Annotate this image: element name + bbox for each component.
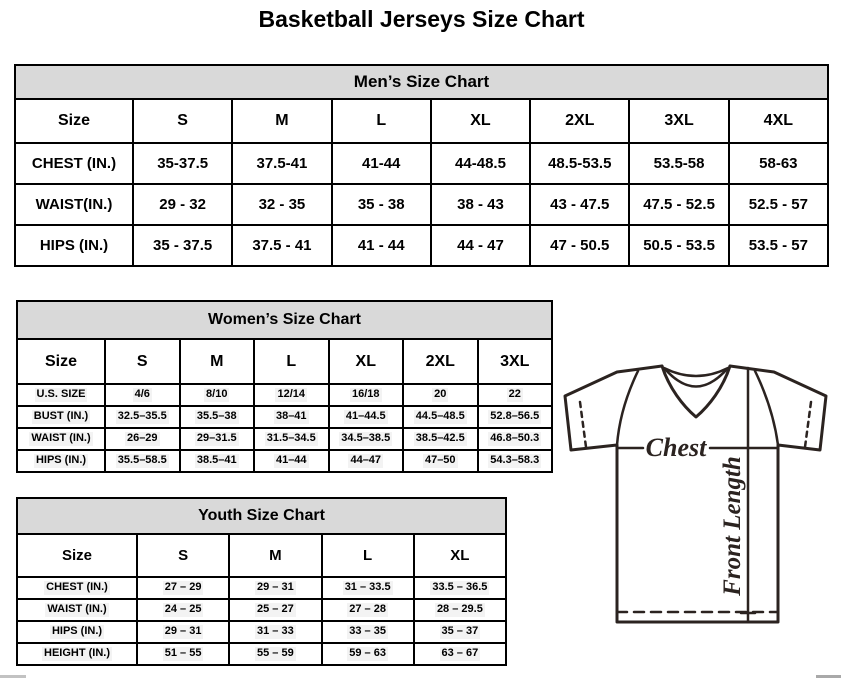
row-label bbox=[17, 406, 105, 428]
table-cell bbox=[180, 384, 255, 406]
youth-chart-header-row bbox=[17, 498, 506, 534]
column-header: S bbox=[105, 339, 180, 384]
row-label: WAIST(IN.) bbox=[15, 184, 133, 225]
table-cell bbox=[414, 621, 506, 643]
column-header: XL bbox=[414, 534, 506, 577]
womens-chart-header-row bbox=[17, 301, 552, 339]
cell-value: 41–44.5 bbox=[345, 410, 386, 423]
table-cell bbox=[180, 450, 255, 472]
table-cell: 41 - 44 bbox=[332, 225, 431, 266]
table-cell: 37.5-41 bbox=[232, 143, 331, 184]
cell-value: 34.5–38.5 bbox=[341, 432, 391, 445]
table-cell: 44 - 47 bbox=[431, 225, 530, 266]
table-cell: 41-44 bbox=[332, 143, 431, 184]
jersey-measurement-diagram bbox=[556, 356, 840, 636]
column-header-size: Size bbox=[17, 339, 105, 384]
cell-value: 31 – 33.5 bbox=[344, 581, 391, 594]
cell-value: 29 – 31 bbox=[164, 625, 202, 638]
table-cell bbox=[403, 406, 478, 428]
cell-value: 44–47 bbox=[350, 454, 382, 467]
cell-value: 38.5–41 bbox=[196, 454, 237, 467]
cell-value: 35.5–58.5 bbox=[117, 454, 167, 467]
table-cell bbox=[403, 428, 478, 450]
cell-value: 54.3–58.3 bbox=[490, 454, 540, 467]
table-row-chest bbox=[15, 143, 828, 184]
cell-value: 32.5–35.5 bbox=[117, 410, 167, 423]
table-cell bbox=[329, 406, 404, 428]
table-row-us-size bbox=[17, 384, 552, 406]
cell-value: 24 – 25 bbox=[164, 603, 202, 616]
cell-value: 27 – 29 bbox=[164, 581, 202, 594]
column-header: XL bbox=[431, 99, 530, 143]
row-label bbox=[17, 599, 137, 621]
column-header: 3XL bbox=[629, 99, 728, 143]
table-cell bbox=[403, 384, 478, 406]
table-cell: 29 - 32 bbox=[133, 184, 232, 225]
cell-value: 29–31.5 bbox=[196, 432, 237, 445]
table-cell: 48.5-53.5 bbox=[530, 143, 629, 184]
cell-value: 44.5–48.5 bbox=[415, 410, 465, 423]
row-label-text: WAIST (IN.) bbox=[31, 432, 91, 445]
mens-size-table bbox=[14, 64, 829, 267]
right-armhole-seam bbox=[755, 371, 778, 445]
collar-back-arc bbox=[664, 368, 728, 376]
table-row-hips bbox=[17, 450, 552, 472]
table-cell bbox=[329, 384, 404, 406]
table-cell: 35-37.5 bbox=[133, 143, 232, 184]
table-row-waist bbox=[15, 184, 828, 225]
table-cell: 52.5 - 57 bbox=[729, 184, 828, 225]
column-header: 2XL bbox=[403, 339, 478, 384]
table-cell bbox=[254, 450, 329, 472]
column-header: M bbox=[180, 339, 255, 384]
row-label-text: CHEST (IN.) bbox=[46, 581, 108, 594]
table-cell: 47.5 - 52.5 bbox=[629, 184, 728, 225]
cell-value: 27 – 28 bbox=[349, 603, 386, 616]
cell-value: 8/10 bbox=[206, 388, 228, 401]
left-cuff-dashed-line bbox=[580, 402, 586, 447]
cell-value: 46.8–50.3 bbox=[490, 432, 540, 445]
column-header: 2XL bbox=[530, 99, 629, 143]
table-cell: 47 - 50.5 bbox=[530, 225, 629, 266]
table-cell bbox=[329, 428, 404, 450]
column-header: L bbox=[332, 99, 431, 143]
table-cell: 58-63 bbox=[729, 143, 828, 184]
table-cell bbox=[180, 406, 255, 428]
womens-size-table bbox=[16, 300, 553, 473]
mens-column-header-row bbox=[15, 99, 828, 143]
column-header: L bbox=[322, 534, 414, 577]
cell-value: 51 – 55 bbox=[164, 647, 202, 660]
cell-value: 63 – 67 bbox=[441, 647, 479, 660]
table-cell bbox=[137, 643, 229, 665]
horizontal-scrollbar-thumb-left[interactable] bbox=[0, 675, 26, 678]
table-cell bbox=[414, 643, 506, 665]
table-cell bbox=[229, 577, 321, 599]
right-cuff-dashed-line bbox=[805, 402, 811, 447]
column-header: S bbox=[133, 99, 232, 143]
table-cell bbox=[478, 384, 553, 406]
table-cell: 32 - 35 bbox=[232, 184, 331, 225]
row-label: HIPS (IN.) bbox=[15, 225, 133, 266]
table-cell: 53.5 - 57 bbox=[729, 225, 828, 266]
cell-value: 55 – 59 bbox=[257, 647, 294, 660]
table-cell: 44-48.5 bbox=[431, 143, 530, 184]
row-label: CHEST (IN.) bbox=[15, 143, 133, 184]
cell-value: 20 bbox=[434, 388, 447, 401]
column-header: M bbox=[232, 99, 331, 143]
cell-value: 16/18 bbox=[351, 388, 380, 401]
table-cell bbox=[322, 621, 414, 643]
cell-value: 38–41 bbox=[275, 410, 307, 423]
row-label-text: BUST (IN.) bbox=[33, 410, 89, 423]
table-cell bbox=[105, 384, 180, 406]
column-header: 3XL bbox=[478, 339, 553, 384]
row-label bbox=[17, 384, 105, 406]
youth-size-table bbox=[16, 497, 507, 666]
column-header: L bbox=[254, 339, 329, 384]
table-row-height bbox=[17, 643, 506, 665]
cell-value: 35.5–38 bbox=[196, 410, 237, 423]
mens-size-chart bbox=[14, 64, 829, 267]
table-cell bbox=[105, 450, 180, 472]
table-cell bbox=[478, 450, 553, 472]
cell-value: 41–44 bbox=[275, 454, 307, 467]
cell-value: 35 – 37 bbox=[441, 625, 479, 638]
column-header: 4XL bbox=[729, 99, 828, 143]
cell-value: 47–50 bbox=[424, 454, 456, 467]
horizontal-scrollbar-thumb-right[interactable] bbox=[816, 675, 841, 678]
table-cell bbox=[105, 406, 180, 428]
table-cell: 35 - 38 bbox=[332, 184, 431, 225]
womens-chart-title: Women’s Size Chart bbox=[17, 301, 552, 339]
table-row-chest bbox=[17, 577, 506, 599]
table-row-hips bbox=[17, 621, 506, 643]
table-cell: 50.5 - 53.5 bbox=[629, 225, 728, 266]
table-row-bust bbox=[17, 406, 552, 428]
table-cell bbox=[105, 428, 180, 450]
cell-value: 25 – 27 bbox=[257, 603, 294, 616]
jersey-outline bbox=[565, 366, 826, 622]
youth-size-chart bbox=[16, 497, 507, 666]
row-label-text: U.S. SIZE bbox=[36, 388, 86, 401]
table-row-waist bbox=[17, 428, 552, 450]
table-cell bbox=[229, 621, 321, 643]
column-header: XL bbox=[329, 339, 404, 384]
table-cell: 53.5-58 bbox=[629, 143, 728, 184]
table-cell bbox=[137, 621, 229, 643]
page-title: Basketball Jerseys Size Chart bbox=[258, 6, 585, 32]
table-cell bbox=[322, 577, 414, 599]
cell-value: 29 – 31 bbox=[257, 581, 294, 594]
table-cell: 37.5 - 41 bbox=[232, 225, 331, 266]
table-cell bbox=[254, 406, 329, 428]
cell-value: 31 – 33 bbox=[257, 625, 294, 638]
row-label-text: HIPS (IN.) bbox=[51, 625, 103, 638]
row-label bbox=[17, 428, 105, 450]
table-row-hips bbox=[15, 225, 828, 266]
cell-value: 33 – 35 bbox=[349, 625, 386, 638]
youth-column-header-row bbox=[17, 534, 506, 577]
mens-chart-header-row bbox=[15, 65, 828, 99]
table-cell bbox=[478, 428, 553, 450]
row-label-text: WAIST (IN.) bbox=[47, 603, 107, 616]
cell-value: 22 bbox=[508, 388, 521, 401]
column-header-size: Size bbox=[17, 534, 137, 577]
table-cell: 43 - 47.5 bbox=[530, 184, 629, 225]
table-cell bbox=[180, 428, 255, 450]
cell-value: 31.5–34.5 bbox=[266, 432, 316, 445]
table-cell bbox=[137, 577, 229, 599]
column-header-size: Size bbox=[15, 99, 133, 143]
cell-value: 33.5 – 36.5 bbox=[432, 581, 488, 594]
womens-column-header-row bbox=[17, 339, 552, 384]
table-cell bbox=[403, 450, 478, 472]
table-cell bbox=[229, 599, 321, 621]
cell-value: 26–29 bbox=[126, 432, 158, 445]
row-label-text: HIPS (IN.) bbox=[35, 454, 87, 467]
table-cell bbox=[254, 428, 329, 450]
row-label bbox=[17, 643, 137, 665]
cell-value: 38.5–42.5 bbox=[415, 432, 465, 445]
table-cell bbox=[478, 406, 553, 428]
table-row-waist bbox=[17, 599, 506, 621]
table-cell bbox=[329, 450, 404, 472]
row-label-text: HEIGHT (IN.) bbox=[44, 647, 110, 660]
chest-label: Chest bbox=[645, 433, 707, 462]
table-cell bbox=[137, 599, 229, 621]
front-length-label: Front Length bbox=[719, 456, 746, 596]
table-cell bbox=[322, 599, 414, 621]
cell-value: 12/14 bbox=[277, 388, 306, 401]
row-label bbox=[17, 621, 137, 643]
table-cell bbox=[322, 643, 414, 665]
row-label bbox=[17, 450, 105, 472]
mens-chart-title: Men’s Size Chart bbox=[15, 65, 828, 99]
cell-value: 59 – 63 bbox=[349, 647, 386, 660]
table-cell: 38 - 43 bbox=[431, 184, 530, 225]
table-cell: 35 - 37.5 bbox=[133, 225, 232, 266]
table-cell bbox=[414, 577, 506, 599]
womens-size-chart bbox=[16, 300, 553, 473]
cell-value: 52.8–56.5 bbox=[490, 410, 540, 423]
table-cell bbox=[414, 599, 506, 621]
row-label bbox=[17, 577, 137, 599]
column-header: M bbox=[229, 534, 321, 577]
vneck-collar-outline bbox=[662, 366, 730, 417]
cell-value: 28 – 29.5 bbox=[436, 603, 483, 616]
table-cell bbox=[229, 643, 321, 665]
table-cell bbox=[254, 384, 329, 406]
left-armhole-seam bbox=[617, 371, 638, 445]
cell-value: 4/6 bbox=[134, 388, 150, 401]
youth-chart-title: Youth Size Chart bbox=[17, 498, 506, 534]
column-header: S bbox=[137, 534, 229, 577]
